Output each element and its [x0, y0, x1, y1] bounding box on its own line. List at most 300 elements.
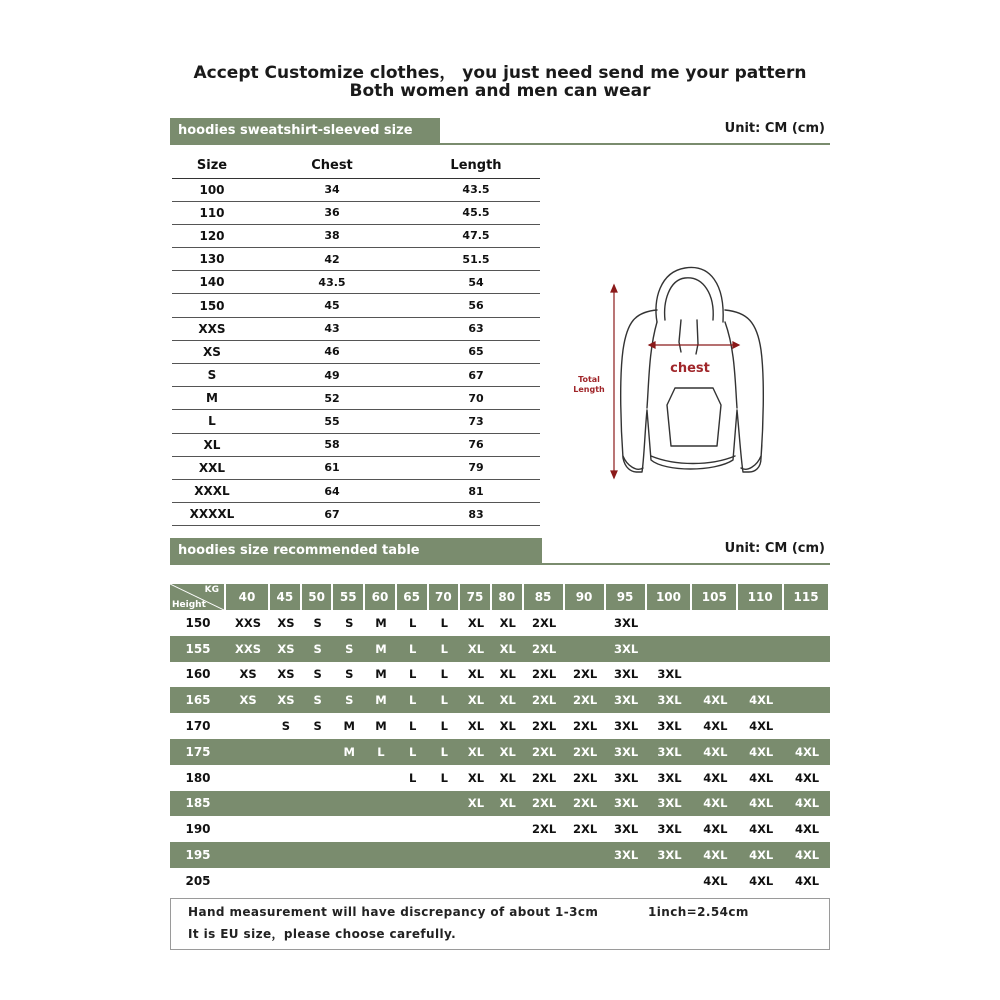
- recommended-size-cell: [270, 791, 302, 817]
- height-cell: 170: [170, 713, 226, 739]
- weight-header-row: [170, 584, 830, 610]
- recommended-size-cell: 4XL: [738, 816, 784, 842]
- recommended-size-cell: XL: [492, 739, 524, 765]
- height-row: [170, 610, 830, 636]
- recommended-size-cell: [692, 636, 738, 662]
- recommended-size-cell: 2XL: [524, 713, 565, 739]
- recommended-size-cell: S: [302, 636, 334, 662]
- recommended-size-cell: [270, 816, 302, 842]
- recommended-size-cell: [226, 765, 270, 791]
- column-header-chest: Chest: [252, 154, 412, 178]
- recommended-size-cell: [397, 868, 429, 894]
- size-row: [172, 387, 540, 410]
- recommended-size-cell: S: [302, 610, 334, 636]
- size-table-divider: [170, 143, 830, 145]
- recommended-size-cell: 4XL: [784, 765, 830, 791]
- weight-header: 80: [492, 584, 524, 610]
- recommended-size-cell: 2XL: [524, 687, 565, 713]
- recommended-size-cell: 4XL: [692, 765, 738, 791]
- recommended-size-cell: [365, 765, 397, 791]
- recommended-size-cell: [524, 868, 565, 894]
- length-cell: 79: [412, 456, 540, 479]
- recommended-size-cell: [270, 868, 302, 894]
- chest-cell: 55: [252, 410, 412, 433]
- recommended-size-cell: S: [333, 662, 365, 688]
- size-cell: 150: [172, 294, 252, 317]
- recommended-size-cell: L: [397, 610, 429, 636]
- recommended-size-cell: 4XL: [692, 842, 738, 868]
- recommended-size-cell: [565, 636, 606, 662]
- size-row: [172, 224, 540, 247]
- recommended-size-cell: M: [365, 610, 397, 636]
- size-cell: XXL: [172, 456, 252, 479]
- recommended-size-cell: 3XL: [647, 662, 693, 688]
- recommended-size-cell: 4XL: [692, 791, 738, 817]
- recommended-size-cell: [333, 842, 365, 868]
- weight-header: 55: [333, 584, 365, 610]
- length-cell: 54: [412, 271, 540, 294]
- recommended-size-cell: L: [429, 636, 461, 662]
- height-cell: 165: [170, 687, 226, 713]
- page-subtitle: Both women and men can wear: [349, 81, 651, 101]
- recommended-size-cell: 3XL: [647, 713, 693, 739]
- height-row: [170, 687, 830, 713]
- recommended-size-cell: [302, 842, 334, 868]
- recommended-size-cell: [302, 765, 334, 791]
- chest-cell: 43.5: [252, 271, 412, 294]
- recommended-size-cell: 2XL: [524, 636, 565, 662]
- weight-header: 50: [302, 584, 334, 610]
- length-cell: 83: [412, 503, 540, 526]
- chest-cell: 58: [252, 433, 412, 456]
- recommended-size-cell: 3XL: [647, 687, 693, 713]
- size-cell: 140: [172, 271, 252, 294]
- recommended-size-cell: XS: [270, 610, 302, 636]
- size-row: [172, 178, 540, 201]
- recommended-size-cell: [784, 636, 830, 662]
- recommended-size-cell: [492, 868, 524, 894]
- recommended-size-cell: XS: [270, 662, 302, 688]
- recommended-size-cell: 2XL: [565, 687, 606, 713]
- recommended-size-cell: L: [397, 739, 429, 765]
- recommended-size-cell: XL: [460, 791, 492, 817]
- recommended-size-cell: 4XL: [692, 816, 738, 842]
- recommended-size-cell: [606, 868, 647, 894]
- chest-cell: 43: [252, 317, 412, 340]
- recommended-size-cell: 4XL: [738, 791, 784, 817]
- recommended-size-cell: 3XL: [606, 636, 647, 662]
- recommended-size-cell: L: [429, 687, 461, 713]
- recommended-size-cell: XL: [492, 610, 524, 636]
- length-label-2: Length: [573, 385, 605, 394]
- recommended-size-cell: [429, 791, 461, 817]
- chest-cell: 67: [252, 503, 412, 526]
- recommended-size-cell: 3XL: [606, 739, 647, 765]
- recommended-size-cell: L: [429, 662, 461, 688]
- pocket: [667, 388, 721, 446]
- size-row: [172, 317, 540, 340]
- recommended-size-cell: M: [365, 713, 397, 739]
- recommended-size-cell: [397, 842, 429, 868]
- recommended-size-cell: 3XL: [606, 816, 647, 842]
- column-header-size: Size: [172, 154, 252, 178]
- height-row: [170, 842, 830, 868]
- hoodie-diagram: [565, 260, 815, 485]
- recommended-size-cell: 4XL: [692, 687, 738, 713]
- length-cell: 67: [412, 364, 540, 387]
- recommended-size-cell: [524, 842, 565, 868]
- size-row: [172, 364, 540, 387]
- weight-header: 85: [524, 584, 565, 610]
- size-cell: 120: [172, 224, 252, 247]
- recommended-size-cell: XS: [270, 687, 302, 713]
- recommended-size-cell: 3XL: [606, 687, 647, 713]
- recommended-size-cell: [270, 739, 302, 765]
- size-row: [172, 248, 540, 271]
- height-cell: 150: [170, 610, 226, 636]
- weight-header: 45: [270, 584, 302, 610]
- recommended-size-cell: [226, 816, 270, 842]
- recommended-size-cell: 4XL: [738, 739, 784, 765]
- recommended-size-cell: [692, 610, 738, 636]
- recommended-size-cell: L: [429, 739, 461, 765]
- recommended-size-cell: L: [397, 662, 429, 688]
- length-cell: 65: [412, 340, 540, 363]
- recommended-size-cell: M: [365, 636, 397, 662]
- weight-header: 60: [365, 584, 397, 610]
- recommended-size-cell: L: [397, 687, 429, 713]
- table-corner-cell: [170, 584, 226, 610]
- length-cell: 47.5: [412, 224, 540, 247]
- recommended-size-cell: XL: [460, 636, 492, 662]
- recommended-size-cell: S: [302, 713, 334, 739]
- weight-header: 105: [692, 584, 738, 610]
- length-cell: 70: [412, 387, 540, 410]
- recommended-size-cell: [429, 868, 461, 894]
- inch-conversion: 1inch=2.54cm: [648, 905, 749, 919]
- length-cell: 45.5: [412, 201, 540, 224]
- size-table-header: [172, 154, 540, 178]
- size-table-title: hoodies sweatshirt-sleeved size table: [170, 118, 440, 144]
- recommended-size-cell: [226, 842, 270, 868]
- recommended-size-cell: S: [333, 687, 365, 713]
- recommended-size-cell: [333, 791, 365, 817]
- size-row: [172, 479, 540, 502]
- recommended-size-cell: [647, 610, 693, 636]
- size-cell: 110: [172, 201, 252, 224]
- chest-cell: 34: [252, 178, 412, 201]
- recommended-size-cell: 4XL: [738, 687, 784, 713]
- size-cell: S: [172, 364, 252, 387]
- recommended-size-cell: [302, 868, 334, 894]
- height-row: [170, 816, 830, 842]
- height-cell: 180: [170, 765, 226, 791]
- recommended-size-cell: 3XL: [647, 791, 693, 817]
- recommended-size-cell: M: [333, 713, 365, 739]
- chest-cell: 61: [252, 456, 412, 479]
- chest-cell: 45: [252, 294, 412, 317]
- recommended-size-cell: L: [397, 636, 429, 662]
- recommended-size-cell: XL: [492, 713, 524, 739]
- size-row: [172, 201, 540, 224]
- recommended-size-cell: [460, 842, 492, 868]
- recommended-size-cell: 4XL: [692, 713, 738, 739]
- recommended-size-cell: XS: [226, 662, 270, 688]
- recommended-size-cell: [565, 610, 606, 636]
- recommended-size-cell: XL: [460, 713, 492, 739]
- recommended-size-cell: 3XL: [606, 662, 647, 688]
- chest-cell: 52: [252, 387, 412, 410]
- recommended-size-cell: S: [302, 662, 334, 688]
- size-cell: 130: [172, 248, 252, 271]
- length-cell: 63: [412, 317, 540, 340]
- recommended-size-cell: 4XL: [784, 816, 830, 842]
- recommended-size-cell: XL: [460, 662, 492, 688]
- recommended-size-cell: M: [365, 662, 397, 688]
- height-cell: 195: [170, 842, 226, 868]
- recommended-size-cell: [784, 687, 830, 713]
- recommended-size-cell: [333, 816, 365, 842]
- height-row: [170, 791, 830, 817]
- recommended-size-cell: [333, 765, 365, 791]
- recommended-size-cell: 2XL: [565, 662, 606, 688]
- rec-table-unit: Unit: CM (cm): [724, 541, 825, 556]
- recommended-size-cell: [226, 791, 270, 817]
- weight-header: 100: [647, 584, 693, 610]
- recommended-size-cell: L: [429, 610, 461, 636]
- recommended-size-cell: XL: [460, 739, 492, 765]
- recommended-size-cell: 4XL: [738, 868, 784, 894]
- recommended-size-cell: 3XL: [647, 765, 693, 791]
- length-cell: 76: [412, 433, 540, 456]
- height-cell: 155: [170, 636, 226, 662]
- size-cell: XXXL: [172, 479, 252, 502]
- height-axis-label: Height: [172, 600, 206, 610]
- recommended-size-cell: [492, 842, 524, 868]
- recommended-size-cell: 3XL: [606, 765, 647, 791]
- recommended-size-cell: 2XL: [524, 791, 565, 817]
- left-cuff: [623, 456, 643, 469]
- recommended-size-cell: [429, 842, 461, 868]
- height-cell: 175: [170, 739, 226, 765]
- recommended-size-cell: XL: [492, 791, 524, 817]
- recommended-size-cell: 2XL: [524, 765, 565, 791]
- height-cell: 185: [170, 791, 226, 817]
- recommended-size-cell: 4XL: [738, 765, 784, 791]
- recommended-size-cell: 4XL: [738, 842, 784, 868]
- chest-label: chest: [670, 361, 710, 376]
- page-title: Accept Customize clothes， you just need send me your pattern: [193, 63, 807, 83]
- chest-cell: 36: [252, 201, 412, 224]
- recommended-size-cell: S: [302, 687, 334, 713]
- recommended-size-cell: M: [333, 739, 365, 765]
- size-cell: L: [172, 410, 252, 433]
- discrepancy-note: Hand measurement will have discrepancy of about 1-3cm: [188, 905, 599, 919]
- recommended-size-cell: XL: [492, 636, 524, 662]
- recommended-size-cell: XL: [460, 687, 492, 713]
- recommended-size-cell: 2XL: [565, 739, 606, 765]
- recommended-size-cell: 4XL: [784, 791, 830, 817]
- weight-header: 115: [784, 584, 830, 610]
- height-row: [170, 636, 830, 662]
- recommended-size-cell: 3XL: [647, 842, 693, 868]
- size-table: [172, 154, 540, 526]
- recommended-size-table: [170, 584, 830, 894]
- height-row: [170, 868, 830, 894]
- recommended-size-cell: [565, 842, 606, 868]
- recommended-size-cell: [365, 868, 397, 894]
- size-cell: M: [172, 387, 252, 410]
- size-row: [172, 340, 540, 363]
- weight-header: 40: [226, 584, 270, 610]
- recommended-size-cell: XL: [460, 610, 492, 636]
- recommended-size-cell: [365, 842, 397, 868]
- measurement-note: [170, 898, 830, 950]
- size-row: [172, 503, 540, 526]
- weight-header: 70: [429, 584, 461, 610]
- recommended-size-cell: XS: [226, 687, 270, 713]
- recommended-size-cell: XL: [492, 662, 524, 688]
- size-table-unit: Unit: CM (cm): [724, 121, 825, 136]
- recommended-size-cell: [647, 636, 693, 662]
- length-arrowhead-top: [611, 285, 617, 292]
- recommended-size-cell: 4XL: [692, 739, 738, 765]
- recommended-size-cell: [397, 816, 429, 842]
- recommended-size-cell: [226, 739, 270, 765]
- chest-cell: 46: [252, 340, 412, 363]
- recommended-size-cell: [647, 868, 693, 894]
- chest-cell: 38: [252, 224, 412, 247]
- recommended-size-cell: L: [397, 713, 429, 739]
- recommended-size-cell: [784, 610, 830, 636]
- recommended-size-cell: 4XL: [784, 739, 830, 765]
- recommended-size-cell: [784, 713, 830, 739]
- chest-cell: 49: [252, 364, 412, 387]
- length-cell: 51.5: [412, 248, 540, 271]
- recommended-size-cell: 3XL: [606, 610, 647, 636]
- recommended-size-cell: S: [270, 713, 302, 739]
- recommended-size-cell: S: [333, 636, 365, 662]
- recommended-size-cell: [365, 816, 397, 842]
- recommended-size-cell: 2XL: [524, 739, 565, 765]
- size-cell: XXS: [172, 317, 252, 340]
- height-cell: 205: [170, 868, 226, 894]
- recommended-size-cell: XL: [492, 687, 524, 713]
- height-row: [170, 765, 830, 791]
- recommended-size-cell: L: [429, 713, 461, 739]
- height-row: [170, 713, 830, 739]
- recommended-size-cell: 4XL: [692, 868, 738, 894]
- recommended-size-cell: [397, 791, 429, 817]
- recommended-size-cell: L: [397, 765, 429, 791]
- recommended-size-cell: [738, 610, 784, 636]
- length-label-1: Total: [578, 375, 600, 384]
- recommended-size-cell: [365, 791, 397, 817]
- size-cell: XS: [172, 340, 252, 363]
- length-cell: 81: [412, 479, 540, 502]
- height-cell: 190: [170, 816, 226, 842]
- rec-table-title: hoodies size recommended table: [170, 538, 542, 564]
- recommended-size-cell: [565, 868, 606, 894]
- recommended-size-cell: 3XL: [606, 713, 647, 739]
- weight-header: 110: [738, 584, 784, 610]
- right-sleeve-seam: [725, 322, 737, 408]
- weight-header: 95: [606, 584, 647, 610]
- recommended-size-cell: [333, 868, 365, 894]
- length-cell: 73: [412, 410, 540, 433]
- recommended-size-cell: L: [365, 739, 397, 765]
- recommended-size-cell: 4XL: [738, 713, 784, 739]
- recommended-size-cell: 2XL: [565, 816, 606, 842]
- size-row: [172, 456, 540, 479]
- recommended-size-cell: [270, 842, 302, 868]
- recommended-size-cell: XL: [492, 765, 524, 791]
- recommended-size-cell: [738, 636, 784, 662]
- size-row: [172, 433, 540, 456]
- recommended-size-cell: 3XL: [647, 816, 693, 842]
- length-cell: 43.5: [412, 178, 540, 201]
- eu-size-note: It is EU size，please choose carefully.: [188, 927, 457, 941]
- drawstring-right: [696, 320, 698, 354]
- recommended-size-cell: [226, 713, 270, 739]
- recommended-size-cell: [738, 662, 784, 688]
- recommended-size-cell: 2XL: [565, 791, 606, 817]
- weight-header: 65: [397, 584, 429, 610]
- drawstring-left: [679, 320, 681, 352]
- recommended-size-cell: XS: [270, 636, 302, 662]
- recommended-size-cell: 2XL: [565, 713, 606, 739]
- recommended-size-cell: 3XL: [606, 791, 647, 817]
- height-row: [170, 739, 830, 765]
- recommended-size-cell: [460, 816, 492, 842]
- weight-header: 90: [565, 584, 606, 610]
- recommended-size-cell: [460, 868, 492, 894]
- recommended-size-cell: 4XL: [784, 842, 830, 868]
- recommended-size-cell: 4XL: [784, 868, 830, 894]
- recommended-size-cell: 2XL: [524, 816, 565, 842]
- recommended-size-cell: [784, 662, 830, 688]
- chest-arrowhead-left: [649, 342, 655, 348]
- size-row: [172, 294, 540, 317]
- hood-inner: [665, 278, 714, 320]
- recommended-size-cell: XXS: [226, 636, 270, 662]
- recommended-size-cell: [302, 816, 334, 842]
- recommended-size-cell: XL: [460, 765, 492, 791]
- recommended-size-cell: 3XL: [647, 739, 693, 765]
- chest-arrowhead-right: [733, 342, 739, 348]
- recommended-size-cell: [270, 765, 302, 791]
- recommended-size-cell: [302, 791, 334, 817]
- recommended-size-cell: 3XL: [606, 842, 647, 868]
- recommended-size-cell: 2XL: [524, 662, 565, 688]
- body-outline: [621, 310, 764, 472]
- recommended-size-cell: [692, 662, 738, 688]
- recommended-size-cell: 2XL: [524, 610, 565, 636]
- recommended-size-cell: XXS: [226, 610, 270, 636]
- weight-header: 75: [460, 584, 492, 610]
- recommended-size-cell: 2XL: [565, 765, 606, 791]
- left-sleeve-seam: [647, 322, 657, 408]
- size-cell: 100: [172, 178, 252, 201]
- recommended-size-cell: [492, 816, 524, 842]
- recommended-size-cell: S: [333, 610, 365, 636]
- size-cell: XL: [172, 433, 252, 456]
- recommended-size-cell: M: [365, 687, 397, 713]
- column-header-length: Length: [412, 154, 540, 178]
- hem-band: [651, 456, 735, 464]
- chest-cell: 42: [252, 248, 412, 271]
- recommended-size-cell: [302, 739, 334, 765]
